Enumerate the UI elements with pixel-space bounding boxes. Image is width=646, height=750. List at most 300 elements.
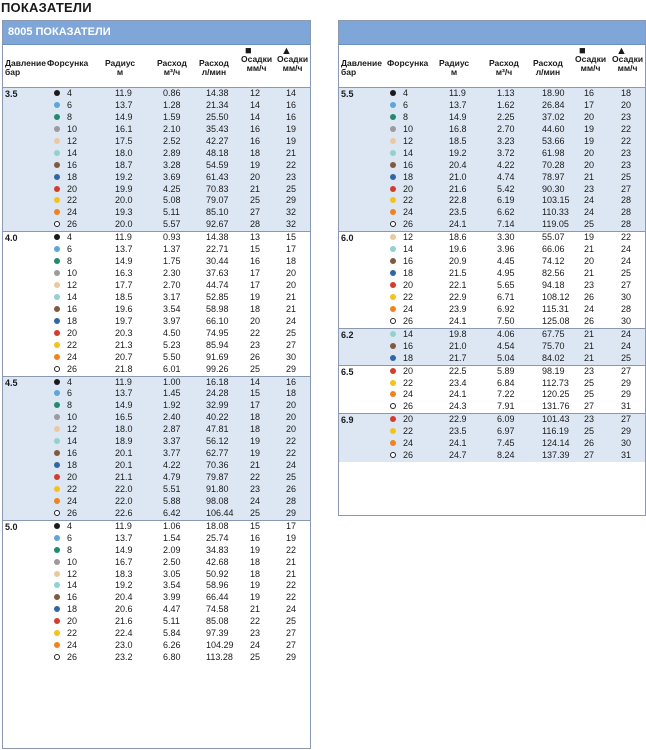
table-row bbox=[3, 280, 310, 292]
precip-square-value: 21 bbox=[584, 352, 595, 363]
nozzle-color-icon bbox=[54, 414, 60, 420]
precip-triangle-value: 24 bbox=[621, 328, 632, 339]
precip-triangle-value: 20 bbox=[286, 268, 297, 279]
nozzle-color-icon bbox=[390, 368, 396, 374]
header-pressure: Давление бар bbox=[341, 58, 382, 77]
nozzle-size: 16 bbox=[67, 159, 78, 170]
nozzle-size: 14 bbox=[403, 244, 414, 255]
radius-value: 22.9 bbox=[449, 414, 467, 425]
radius-value: 20.0 bbox=[115, 219, 133, 230]
flow-m3-value: 3.97 bbox=[163, 315, 181, 326]
flow-m3-value: 1.59 bbox=[163, 111, 181, 122]
flow-lmin-value: 74.95 bbox=[206, 327, 229, 338]
flow-m3-value: 6.09 bbox=[497, 414, 515, 425]
precip-triangle-value: 18 bbox=[286, 256, 297, 267]
flow-m3-value: 6.62 bbox=[497, 207, 515, 218]
nozzle-size: 20 bbox=[403, 183, 414, 194]
nozzle-color-icon bbox=[390, 234, 396, 240]
flow-m3-value: 3.30 bbox=[497, 232, 515, 243]
nozzle-size: 22 bbox=[67, 483, 78, 494]
header-radius: Радиус м bbox=[439, 58, 470, 77]
precip-triangle-value: 32 bbox=[286, 219, 297, 230]
table-row bbox=[339, 148, 645, 160]
precip-square-value: 20 bbox=[584, 159, 595, 170]
radius-value: 21.1 bbox=[115, 472, 133, 482]
table-row bbox=[339, 160, 645, 172]
nozzle-size: 26 bbox=[403, 401, 414, 412]
table-row bbox=[3, 328, 310, 340]
precip-square-value: 15 bbox=[250, 244, 261, 255]
flow-lmin-value: 66.10 bbox=[206, 315, 229, 326]
nozzle-color-icon bbox=[54, 642, 60, 648]
nozzle-color-icon bbox=[54, 186, 60, 192]
flow-m3-value: 1.54 bbox=[163, 532, 181, 543]
nozzle-size: 16 bbox=[403, 256, 414, 267]
precip-triangle-value: 29 bbox=[621, 377, 632, 388]
nozzle-size: 4 bbox=[67, 520, 73, 531]
flow-lmin-value: 35.43 bbox=[206, 123, 229, 134]
header-precip-square: Осадки мм/ч bbox=[241, 54, 273, 73]
precip-triangle-value: 28 bbox=[621, 219, 632, 230]
flow-lmin-value: 99.26 bbox=[206, 363, 229, 374]
nozzle-color-icon bbox=[390, 355, 396, 361]
flow-lmin-value: 125.08 bbox=[542, 315, 570, 326]
table-row bbox=[3, 388, 310, 400]
flow-lmin-value: 79.87 bbox=[206, 472, 229, 482]
flow-m3-value: 3.69 bbox=[163, 171, 181, 182]
precip-square-value: 25 bbox=[584, 219, 595, 230]
radius-value: 21.7 bbox=[449, 352, 467, 363]
table-row bbox=[3, 652, 310, 664]
flow-m3-value: 5.11 bbox=[163, 207, 180, 218]
precip-triangle-value: 20 bbox=[286, 424, 297, 435]
nozzle-size: 26 bbox=[67, 652, 78, 663]
nozzle-color-icon bbox=[390, 440, 396, 446]
nozzle-color-icon bbox=[390, 258, 396, 264]
table-row bbox=[339, 438, 645, 450]
table-row bbox=[3, 172, 310, 184]
precip-square-value: 23 bbox=[250, 339, 261, 350]
flow-lmin-value: 42.27 bbox=[206, 135, 229, 146]
precip-square-value: 27 bbox=[584, 401, 595, 412]
precip-triangle-value: 29 bbox=[286, 507, 297, 518]
nozzle-color-icon bbox=[54, 174, 60, 180]
nozzle-size: 10 bbox=[67, 412, 78, 423]
flow-m3-value: 6.92 bbox=[497, 303, 515, 314]
flow-lmin-value: 124.14 bbox=[542, 438, 570, 449]
nozzle-size: 26 bbox=[403, 219, 414, 230]
precip-triangle-value: 19 bbox=[286, 532, 297, 543]
precip-triangle-value: 29 bbox=[621, 389, 632, 400]
nozzle-color-icon bbox=[390, 416, 396, 422]
nozzle-size: 22 bbox=[403, 377, 414, 388]
nozzle-color-icon bbox=[390, 428, 396, 434]
flow-m3-value: 7.14 bbox=[497, 219, 515, 230]
precip-triangle-value: 24 bbox=[621, 340, 632, 351]
nozzle-size: 8 bbox=[67, 111, 73, 122]
nozzle-color-icon bbox=[54, 162, 60, 168]
nozzle-size: 24 bbox=[67, 207, 78, 218]
table-row bbox=[339, 88, 645, 100]
nozzle-color-icon bbox=[390, 138, 396, 144]
nozzle-color-icon bbox=[390, 162, 396, 168]
precip-square-value: 22 bbox=[250, 472, 261, 482]
radius-value: 18.0 bbox=[115, 147, 133, 158]
flow-m3-value: 4.79 bbox=[163, 472, 181, 482]
nozzle-color-icon bbox=[54, 510, 60, 516]
flow-lmin-value: 70.28 bbox=[542, 159, 565, 170]
flow-lmin-value: 58.98 bbox=[206, 303, 229, 314]
pressure-group bbox=[3, 377, 310, 521]
precip-square-value: 17 bbox=[250, 280, 261, 290]
nozzle-color-icon bbox=[54, 582, 60, 588]
header-precip-triangle: Осадки мм/ч bbox=[612, 54, 644, 73]
table-row bbox=[3, 460, 310, 472]
pressure-value: 6.5 bbox=[341, 366, 354, 377]
precip-triangle-value: 31 bbox=[621, 401, 632, 412]
flow-lmin-value: 25.50 bbox=[206, 111, 229, 122]
precip-square-value: 25 bbox=[584, 426, 595, 437]
precip-triangle-value: 16 bbox=[286, 99, 297, 110]
table-row bbox=[339, 195, 645, 207]
flow-m3-value: 4.50 bbox=[163, 327, 181, 338]
flow-m3-value: 4.25 bbox=[163, 183, 181, 194]
radius-value: 11.9 bbox=[449, 88, 466, 98]
precip-square-value: 25 bbox=[250, 507, 261, 518]
radius-value: 19.9 bbox=[115, 183, 133, 194]
nozzle-color-icon bbox=[54, 330, 60, 336]
precip-triangle-value: 32 bbox=[286, 207, 297, 218]
nozzle-color-icon bbox=[390, 221, 396, 227]
table-row bbox=[339, 136, 645, 148]
header-flow-m3: Расход м³/ч bbox=[489, 58, 519, 77]
pressure-value: 4.5 bbox=[5, 377, 18, 388]
nozzle-size: 18 bbox=[403, 352, 414, 363]
table-row bbox=[3, 640, 310, 652]
precip-square-value: 20 bbox=[250, 171, 261, 182]
right-column-header bbox=[339, 45, 645, 88]
flow-m3-value: 2.30 bbox=[163, 268, 181, 279]
pressure-value: 6.2 bbox=[341, 329, 354, 340]
flow-lmin-value: 24.28 bbox=[206, 388, 229, 399]
nozzle-size: 14 bbox=[67, 580, 78, 591]
flow-lmin-value: 85.94 bbox=[206, 339, 229, 350]
nozzle-size: 14 bbox=[67, 291, 78, 302]
radius-value: 14.9 bbox=[449, 111, 467, 122]
radius-value: 18.6 bbox=[449, 232, 467, 243]
flow-lmin-value: 131.76 bbox=[542, 401, 570, 412]
radius-value: 22.9 bbox=[449, 291, 467, 302]
flow-m3-value: 3.54 bbox=[163, 580, 181, 591]
table-row bbox=[3, 569, 310, 581]
precip-triangle-value: 26 bbox=[286, 483, 297, 494]
flow-m3-value: 3.77 bbox=[163, 448, 181, 459]
table-row bbox=[3, 352, 310, 364]
precip-square-value: 21 bbox=[584, 268, 595, 279]
table-row bbox=[3, 256, 310, 268]
right-pressure-groups bbox=[339, 88, 645, 462]
nozzle-size: 24 bbox=[403, 207, 414, 218]
flow-m3-value: 4.45 bbox=[497, 256, 515, 267]
flow-m3-value: 3.17 bbox=[163, 291, 181, 302]
nozzle-size: 4 bbox=[67, 232, 73, 243]
nozzle-color-icon bbox=[54, 197, 60, 203]
precip-square-value: 19 bbox=[584, 232, 595, 243]
nozzle-size: 16 bbox=[403, 340, 414, 351]
radius-value: 20.6 bbox=[115, 604, 133, 615]
table-row bbox=[339, 389, 645, 401]
nozzle-size: 26 bbox=[67, 219, 78, 230]
table-row bbox=[3, 436, 310, 448]
radius-value: 19.6 bbox=[115, 303, 133, 314]
flow-lmin-value: 61.98 bbox=[542, 147, 565, 158]
nozzle-color-icon bbox=[54, 523, 60, 529]
nozzle-size: 8 bbox=[403, 111, 409, 122]
precip-square-value: 18 bbox=[250, 568, 261, 579]
flow-lmin-value: 21.34 bbox=[206, 99, 229, 110]
flow-lmin-value: 67.75 bbox=[542, 328, 565, 339]
precip-triangle-value: 22 bbox=[286, 436, 297, 447]
flow-m3-value: 6.26 bbox=[163, 640, 181, 651]
precip-triangle-value: 28 bbox=[621, 303, 632, 314]
precip-square-value: 21 bbox=[584, 340, 595, 351]
nozzle-color-icon bbox=[54, 126, 60, 132]
pressure-group bbox=[339, 88, 645, 232]
nozzle-color-icon bbox=[390, 102, 396, 108]
flow-m3-value: 5.88 bbox=[163, 495, 181, 506]
flow-lmin-value: 112.73 bbox=[542, 377, 569, 388]
table-row bbox=[3, 412, 310, 424]
precip-triangle-value: 20 bbox=[621, 99, 632, 110]
radius-value: 22.6 bbox=[115, 507, 133, 518]
table-row bbox=[3, 292, 310, 304]
precip-square-value: 19 bbox=[250, 448, 261, 459]
flow-m3-value: 8.24 bbox=[497, 450, 515, 461]
flow-lmin-value: 40.22 bbox=[206, 412, 229, 423]
table-row bbox=[339, 450, 645, 462]
table-row bbox=[3, 521, 310, 533]
flow-lmin-value: 120.25 bbox=[542, 389, 570, 400]
precip-triangle-value: 30 bbox=[621, 438, 632, 449]
nozzle-color-icon bbox=[390, 270, 396, 276]
precip-triangle-value: 25 bbox=[286, 472, 297, 482]
nozzle-color-icon bbox=[54, 450, 60, 456]
flow-m3-value: 3.23 bbox=[497, 135, 515, 146]
triangle-spacing-icon: ▲ bbox=[616, 45, 627, 57]
nozzle-color-icon bbox=[54, 390, 60, 396]
table-row bbox=[339, 401, 645, 413]
precip-triangle-value: 27 bbox=[621, 414, 632, 425]
nozzle-color-icon bbox=[54, 498, 60, 504]
radius-value: 19.2 bbox=[115, 580, 133, 591]
radius-value: 24.7 bbox=[449, 450, 467, 461]
nozzle-size: 26 bbox=[403, 450, 414, 461]
flow-lmin-value: 48.18 bbox=[206, 147, 229, 158]
precip-triangle-value: 22 bbox=[286, 592, 297, 603]
table-row bbox=[3, 148, 310, 160]
precip-triangle-value: 15 bbox=[286, 232, 297, 243]
nozzle-color-icon bbox=[54, 486, 60, 492]
flow-lmin-value: 91.69 bbox=[206, 351, 229, 362]
precip-triangle-value: 24 bbox=[286, 315, 297, 326]
header-flow-lmin: Расход л/мин bbox=[199, 58, 229, 77]
precip-triangle-value: 21 bbox=[286, 568, 297, 579]
nozzle-color-icon bbox=[390, 174, 396, 180]
nozzle-color-icon bbox=[54, 547, 60, 553]
precip-square-value: 26 bbox=[250, 351, 261, 362]
precip-triangle-value: 30 bbox=[621, 315, 632, 326]
left-pressure-groups bbox=[3, 88, 310, 664]
flow-lmin-value: 22.71 bbox=[206, 244, 229, 255]
flow-m3-value: 3.96 bbox=[497, 244, 515, 255]
nozzle-size: 26 bbox=[403, 315, 414, 326]
flow-lmin-value: 82.56 bbox=[542, 268, 565, 279]
nozzle-color-icon bbox=[390, 197, 396, 203]
nozzle-color-icon bbox=[390, 306, 396, 312]
precip-triangle-value: 27 bbox=[621, 280, 632, 290]
pressure-value: 6.9 bbox=[341, 415, 354, 426]
precip-square-value: 26 bbox=[584, 315, 595, 326]
flow-m3-value: 2.50 bbox=[163, 556, 181, 567]
radius-value: 20.4 bbox=[115, 592, 133, 603]
nozzle-size: 18 bbox=[67, 171, 78, 182]
nozzle-color-icon bbox=[54, 606, 60, 612]
flow-lmin-value: 26.84 bbox=[542, 99, 565, 110]
flow-m3-value: 3.99 bbox=[163, 592, 181, 603]
nozzle-size: 10 bbox=[67, 268, 78, 279]
flow-lmin-value: 58.96 bbox=[206, 580, 229, 591]
precip-triangle-value: 23 bbox=[621, 111, 632, 122]
table-row bbox=[3, 472, 310, 484]
precip-square-value: 12 bbox=[250, 88, 261, 98]
radius-value: 23.2 bbox=[115, 652, 133, 663]
left-column-header bbox=[3, 45, 310, 88]
flow-m3-value: 0.93 bbox=[163, 232, 181, 243]
radius-value: 18.9 bbox=[115, 436, 133, 447]
precip-triangle-value: 21 bbox=[286, 291, 297, 302]
precip-square-value: 22 bbox=[250, 616, 261, 627]
table-row bbox=[339, 280, 645, 292]
nozzle-size: 16 bbox=[67, 448, 78, 459]
table-row bbox=[3, 219, 310, 231]
radius-value: 24.1 bbox=[449, 389, 467, 400]
nozzle-color-icon bbox=[54, 294, 60, 300]
nozzle-size: 10 bbox=[403, 123, 414, 134]
flow-lmin-value: 44.74 bbox=[206, 280, 229, 290]
precip-triangle-value: 22 bbox=[286, 159, 297, 170]
precip-triangle-value: 30 bbox=[286, 351, 297, 362]
radius-value: 13.7 bbox=[115, 388, 133, 399]
nozzle-size: 14 bbox=[403, 328, 414, 339]
table-row bbox=[339, 172, 645, 184]
table-row bbox=[3, 184, 310, 196]
precip-triangle-value: 22 bbox=[286, 448, 297, 459]
flow-m3-value: 4.22 bbox=[163, 460, 181, 471]
nozzle-size: 12 bbox=[403, 135, 414, 146]
table-row bbox=[3, 268, 310, 280]
precip-square-value: 24 bbox=[250, 495, 261, 506]
nozzle-color-icon bbox=[390, 452, 396, 458]
precip-square-value: 21 bbox=[584, 328, 595, 339]
nozzle-size: 18 bbox=[403, 268, 414, 279]
right-performance-card bbox=[338, 20, 646, 516]
nozzle-color-icon bbox=[54, 474, 60, 480]
nozzle-size: 14 bbox=[403, 147, 414, 158]
nozzle-color-icon bbox=[390, 209, 396, 215]
table-row bbox=[3, 136, 310, 148]
flow-lmin-value: 18.90 bbox=[542, 88, 565, 98]
precip-triangle-value: 22 bbox=[286, 544, 297, 555]
flow-m3-value: 4.47 bbox=[163, 604, 181, 615]
flow-lmin-value: 44.60 bbox=[542, 123, 565, 134]
flow-m3-value: 5.11 bbox=[163, 616, 180, 627]
radius-value: 11.9 bbox=[115, 520, 132, 531]
precip-triangle-value: 16 bbox=[286, 111, 297, 122]
flow-lmin-value: 119.05 bbox=[542, 219, 569, 230]
pressure-group bbox=[3, 232, 310, 376]
table-row bbox=[3, 100, 310, 112]
precip-square-value: 15 bbox=[250, 388, 261, 399]
header-nozzle: Форсунка bbox=[47, 58, 89, 68]
nozzle-color-icon bbox=[54, 282, 60, 288]
nozzle-size: 22 bbox=[67, 339, 78, 350]
table-row bbox=[339, 329, 645, 341]
precip-square-value: 23 bbox=[250, 628, 261, 639]
precip-triangle-value: 27 bbox=[621, 365, 632, 376]
precip-triangle-value: 27 bbox=[286, 339, 297, 350]
flow-lmin-value: 110.33 bbox=[542, 207, 569, 218]
radius-value: 24.1 bbox=[449, 315, 467, 326]
flow-lmin-value: 98.08 bbox=[206, 495, 229, 506]
precip-triangle-value: 21 bbox=[286, 556, 297, 567]
flow-lmin-value: 91.80 bbox=[206, 483, 229, 494]
radius-value: 19.7 bbox=[115, 315, 133, 326]
precip-square-value: 14 bbox=[250, 99, 261, 110]
radius-value: 22.8 bbox=[449, 195, 467, 206]
precip-square-value: 16 bbox=[250, 123, 261, 134]
nozzle-size: 4 bbox=[403, 88, 409, 98]
flow-lmin-value: 55.07 bbox=[542, 232, 565, 243]
pressure-group bbox=[339, 232, 645, 329]
radius-value: 13.7 bbox=[115, 99, 133, 110]
precip-triangle-value: 29 bbox=[621, 426, 632, 437]
precip-square-value: 24 bbox=[584, 207, 595, 218]
nozzle-color-icon bbox=[54, 234, 60, 240]
nozzle-size: 22 bbox=[403, 195, 414, 206]
nozzle-color-icon bbox=[54, 354, 60, 360]
precip-square-value: 18 bbox=[250, 412, 261, 423]
table-row bbox=[3, 484, 310, 496]
flow-lmin-value: 52.85 bbox=[206, 291, 229, 302]
precip-square-value: 19 bbox=[584, 135, 595, 146]
nozzle-size: 12 bbox=[67, 424, 78, 435]
flow-lmin-value: 85.10 bbox=[206, 207, 229, 218]
radius-value: 22.4 bbox=[115, 628, 133, 639]
pressure-group bbox=[3, 521, 310, 664]
flow-lmin-value: 84.02 bbox=[542, 352, 565, 363]
precip-square-value: 25 bbox=[584, 377, 595, 388]
precip-square-value: 23 bbox=[584, 414, 595, 425]
precip-square-value: 19 bbox=[250, 159, 261, 170]
nozzle-color-icon bbox=[54, 571, 60, 577]
nozzle-color-icon bbox=[54, 209, 60, 215]
table-row bbox=[3, 557, 310, 569]
table-row bbox=[3, 508, 310, 520]
flow-m3-value: 2.70 bbox=[497, 123, 515, 134]
radius-value: 23.5 bbox=[449, 426, 467, 437]
nozzle-size: 26 bbox=[67, 363, 78, 374]
flow-m3-value: 1.06 bbox=[163, 520, 181, 531]
